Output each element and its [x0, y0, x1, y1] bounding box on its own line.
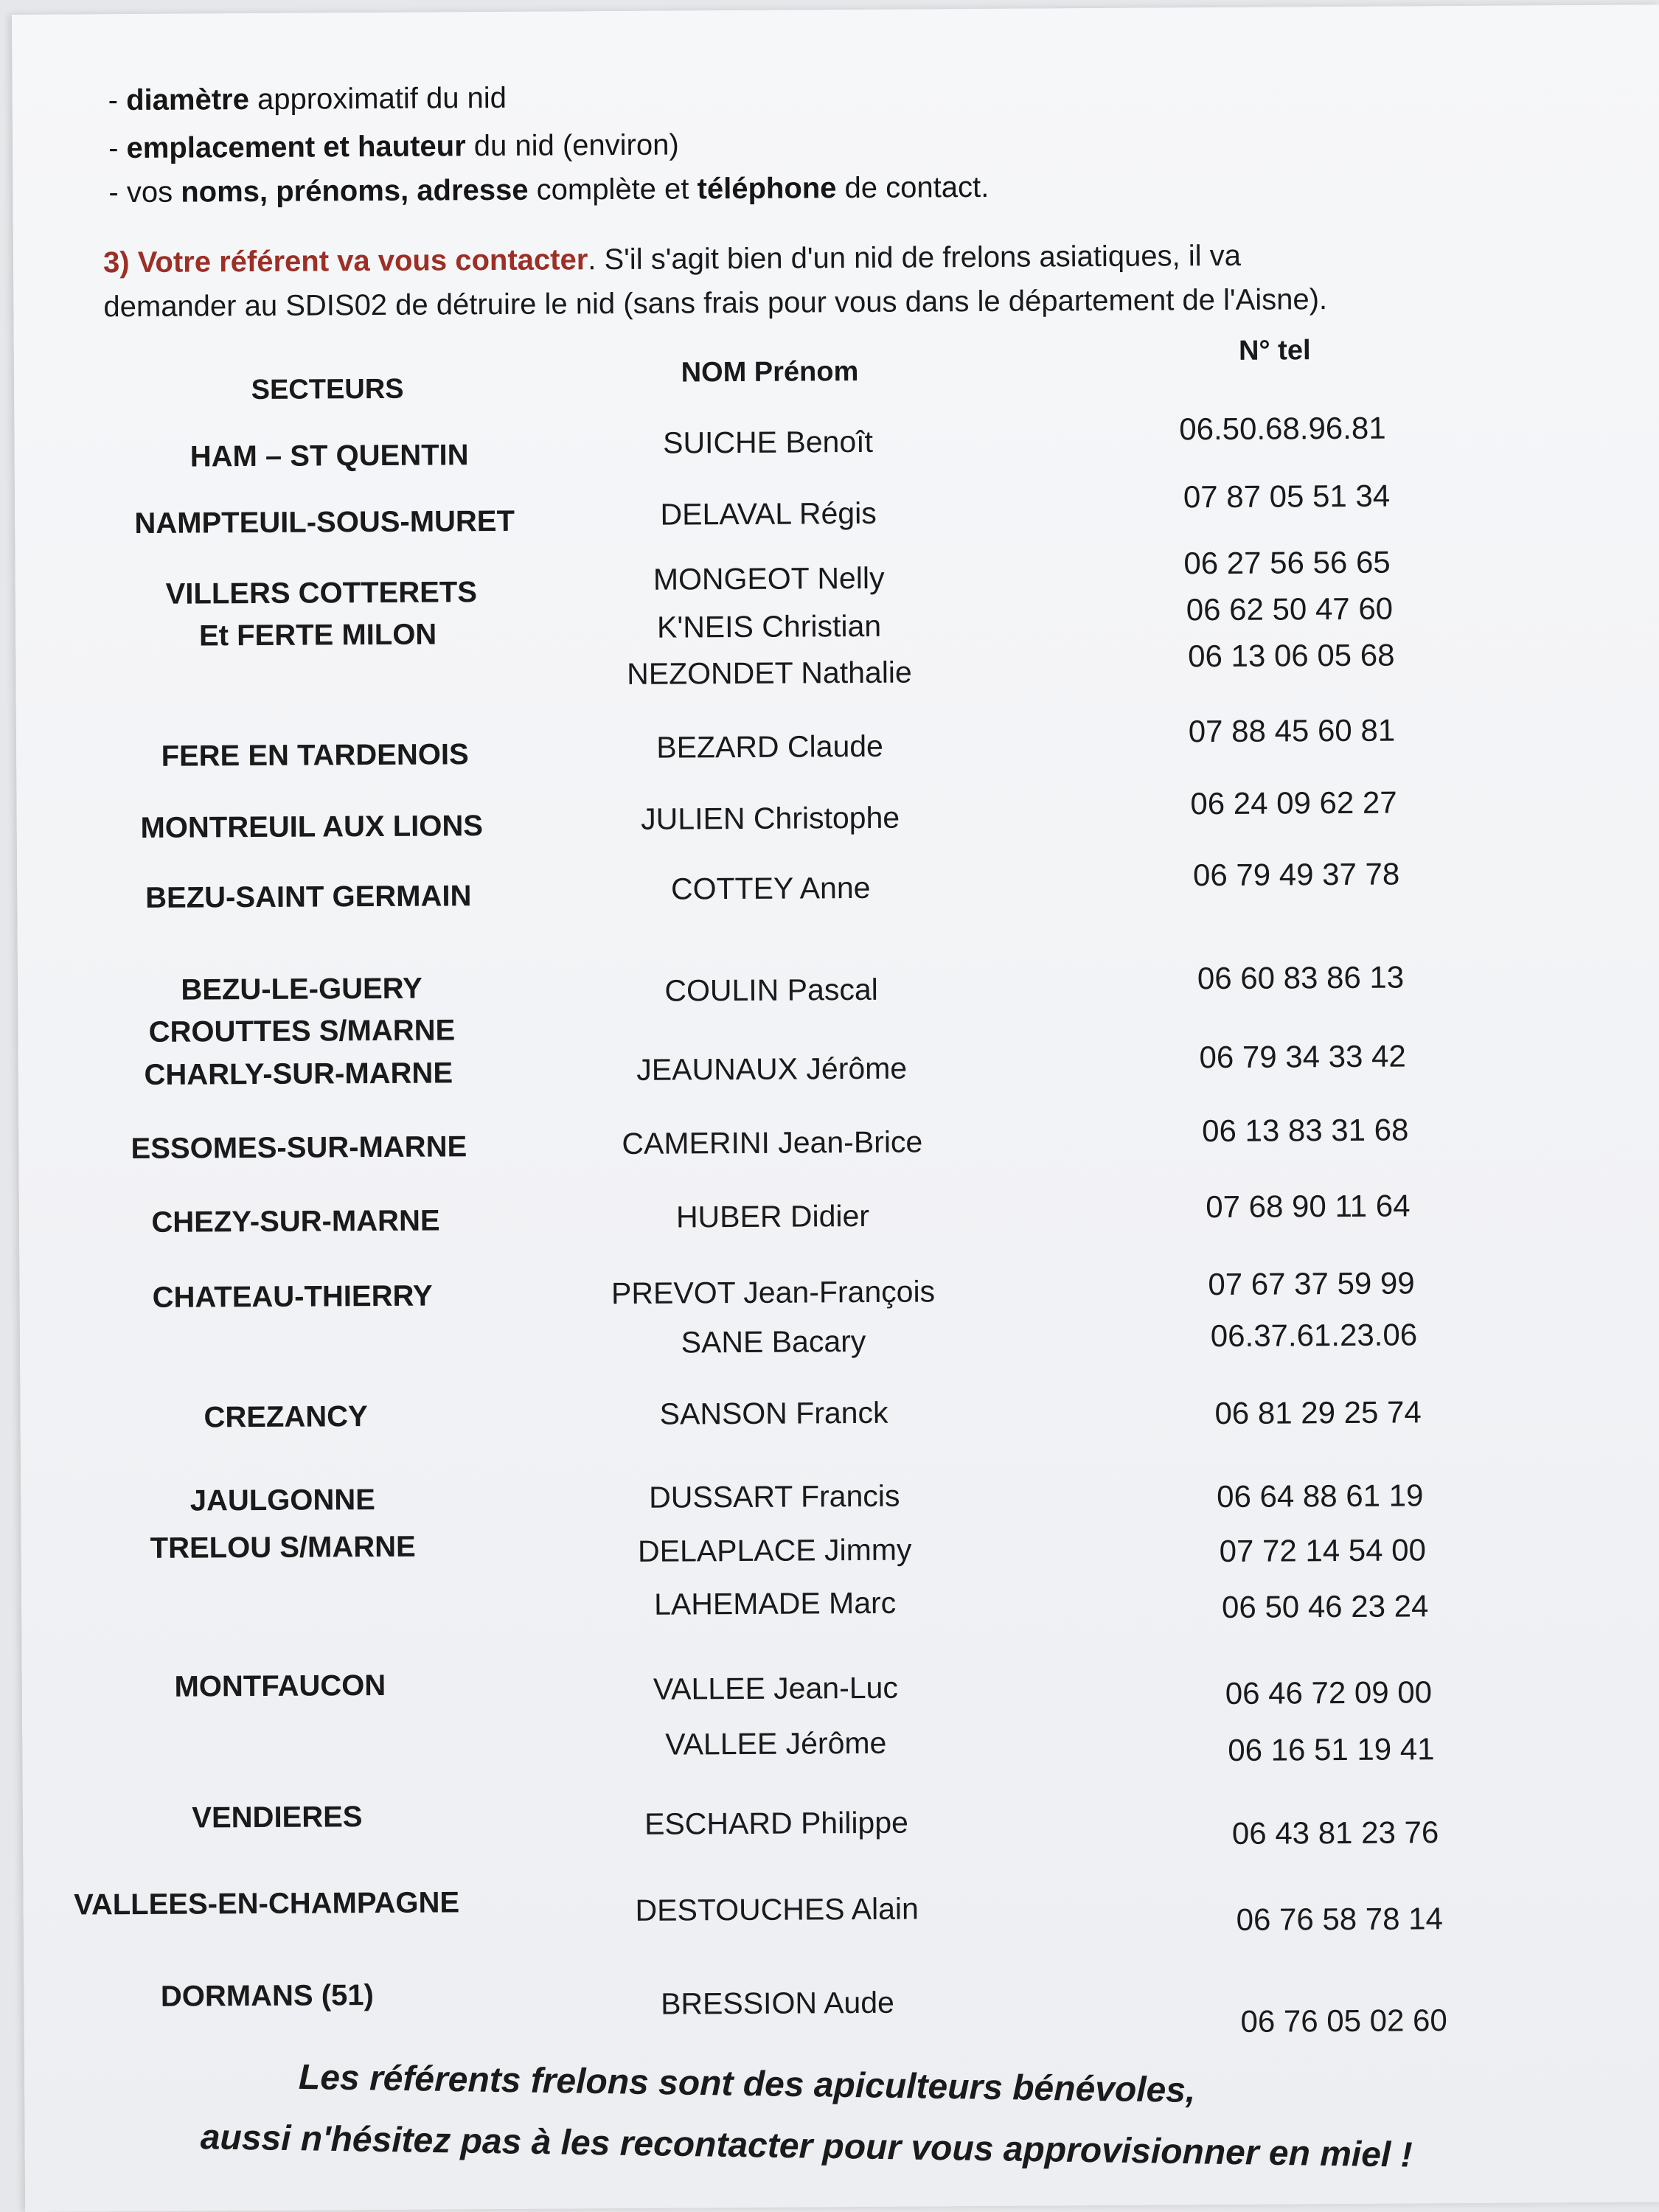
footer-line-2: aussi n'hésitez pas à les recontacter pour vous approvisionner en miel ! [200, 2118, 1413, 2175]
referent-name: NEZONDET Nathalie [627, 655, 912, 691]
referent-name: CAMERINI Jean-Brice [622, 1124, 923, 1161]
referent-name: SANSON Franck [659, 1395, 888, 1431]
footer-line-1: Les référents frelons sont des apiculteurs bénévoles, [298, 2057, 1196, 2110]
referent-name: COTTEY Anne [670, 870, 871, 906]
referent-name: BRESSION Aude [660, 1985, 895, 2021]
referent-name: SANE Bacary [681, 1324, 866, 1360]
step-3-highlight: 3) Votre référent va vous contacter [102, 243, 588, 279]
phone-number: 06.50.68.96.81 [1179, 410, 1386, 447]
phone-number: 07 72 14 54 00 [1219, 1532, 1427, 1569]
document-page [12, 4, 1659, 2212]
sector-label: VENDIERES [192, 1801, 363, 1834]
sector-label: TRELOU S/MARNE [150, 1530, 416, 1565]
referent-name: LAHEMADE Marc [654, 1585, 897, 1621]
referent-name: DESTOUCHES Alain [635, 1891, 919, 1927]
referent-name: PREVOT Jean-François [611, 1274, 936, 1311]
step-3-continuation: demander au SDIS02 de détruire le nid (sans frais pour vous dans le département de l'Aisne). [103, 283, 1328, 324]
referent-name: BEZARD Claude [656, 728, 884, 765]
sector-label: FERE EN TARDENOIS [161, 738, 469, 773]
referent-name: VALLEE Jérôme [665, 1725, 887, 1761]
sector-label: VILLERS COTTERETS [165, 576, 478, 611]
phone-number: 06 24 09 62 27 [1190, 785, 1397, 821]
sector-label: NAMPTEUIL-SOUS-MURET [134, 504, 515, 540]
sector-label: HAM – ST QUENTIN [189, 439, 469, 473]
phone-number: 06 46 72 09 00 [1225, 1674, 1433, 1711]
phone-number: 06 27 56 56 65 [1183, 544, 1391, 581]
header-sectors: SECTEURS [251, 373, 404, 406]
phone-number: 06 43 81 23 76 [1231, 1815, 1439, 1851]
phone-number: 06 81 29 25 74 [1214, 1394, 1422, 1431]
sector-label: CHATEAU-THIERRY [152, 1279, 433, 1314]
sector-label: CHARLY-SUR-MARNE [144, 1057, 453, 1091]
referent-name: JULIEN Christophe [641, 800, 900, 836]
referent-name: DUSSART Francis [649, 1478, 900, 1514]
phone-number: 06 16 51 19 41 [1228, 1731, 1435, 1767]
phone-number: 07 67 37 59 99 [1208, 1265, 1415, 1302]
sector-label: DORMANS (51) [160, 1979, 375, 2013]
phone-number: 07 68 90 11 64 [1206, 1188, 1411, 1225]
sector-label-line2: CROUTTES S/MARNE [148, 1014, 456, 1048]
phone-number: 06 76 05 02 60 [1240, 2003, 1447, 2039]
phone-number: 06 79 34 33 42 [1199, 1038, 1406, 1075]
sector-label: BEZU-LE-GUERY [181, 972, 422, 1006]
sector-label: JAULGONNE [189, 1484, 376, 1517]
referent-name: JEAUNAUX Jérôme [636, 1051, 908, 1087]
sector-label: VALLEES-EN-CHAMPAGNE [74, 1886, 460, 1921]
phone-number: 06 79 49 37 78 [1192, 856, 1400, 893]
bullet-contact: - vos noms, prénoms, adresse complète et téléphone de contact. [108, 170, 990, 209]
sector-label: MONTFAUCON [174, 1669, 386, 1703]
sector-label: MONTREUIL AUX LIONS [140, 810, 484, 844]
phone-number: 06 62 50 47 60 [1186, 591, 1394, 627]
phone-number: 06 50 46 23 24 [1221, 1588, 1429, 1625]
referent-name: MONGEOT Nelly [653, 560, 885, 597]
referent-name: HUBER Didier [675, 1198, 870, 1234]
referent-name: DELAPLACE Jimmy [637, 1532, 912, 1568]
referent-name: ESCHARD Philippe [644, 1805, 909, 1841]
bullet-diameter: - diamètre approximatif du nid [108, 81, 507, 117]
phone-number: 06 13 83 31 68 [1202, 1112, 1409, 1149]
phone-number: 07 87 05 51 34 [1183, 478, 1391, 515]
header-name: NOM Prénom [681, 355, 859, 389]
referent-name: VALLEE Jean-Luc [653, 1670, 899, 1706]
phone-number: 06 76 58 78 14 [1236, 1901, 1444, 1937]
bullet-location: - emplacement et hauteur du nid (environ) [108, 128, 679, 165]
sector-label: CHEZY-SUR-MARNE [151, 1204, 440, 1239]
referent-name: DELAVAL Régis [660, 495, 877, 532]
header-tel: N° tel [1238, 335, 1311, 366]
step-3-heading: 3) Votre référent va vous contacter. S'il s'agit bien d'un nid de frelons asiatiques, il va [102, 239, 1242, 279]
phone-number: 07 88 45 60 81 [1188, 712, 1396, 749]
referent-name: K'NEIS Christian [656, 608, 882, 644]
sector-label: BEZU-SAINT GERMAIN [145, 880, 472, 914]
sector-label: ESSOMES-SUR-MARNE [131, 1130, 467, 1166]
phone-number: 06 13 06 05 68 [1188, 637, 1395, 674]
phone-number: 06.37.61.23.06 [1210, 1317, 1418, 1354]
phone-number: 06 64 88 61 19 [1217, 1478, 1424, 1514]
sector-label-line2: Et FERTE MILON [198, 618, 437, 653]
phone-number: 06 60 83 86 13 [1197, 959, 1405, 996]
referent-name: COULIN Pascal [664, 972, 878, 1008]
referent-name: SUICHE Benoît [663, 424, 874, 460]
sector-label: CREZANCY [204, 1400, 368, 1434]
